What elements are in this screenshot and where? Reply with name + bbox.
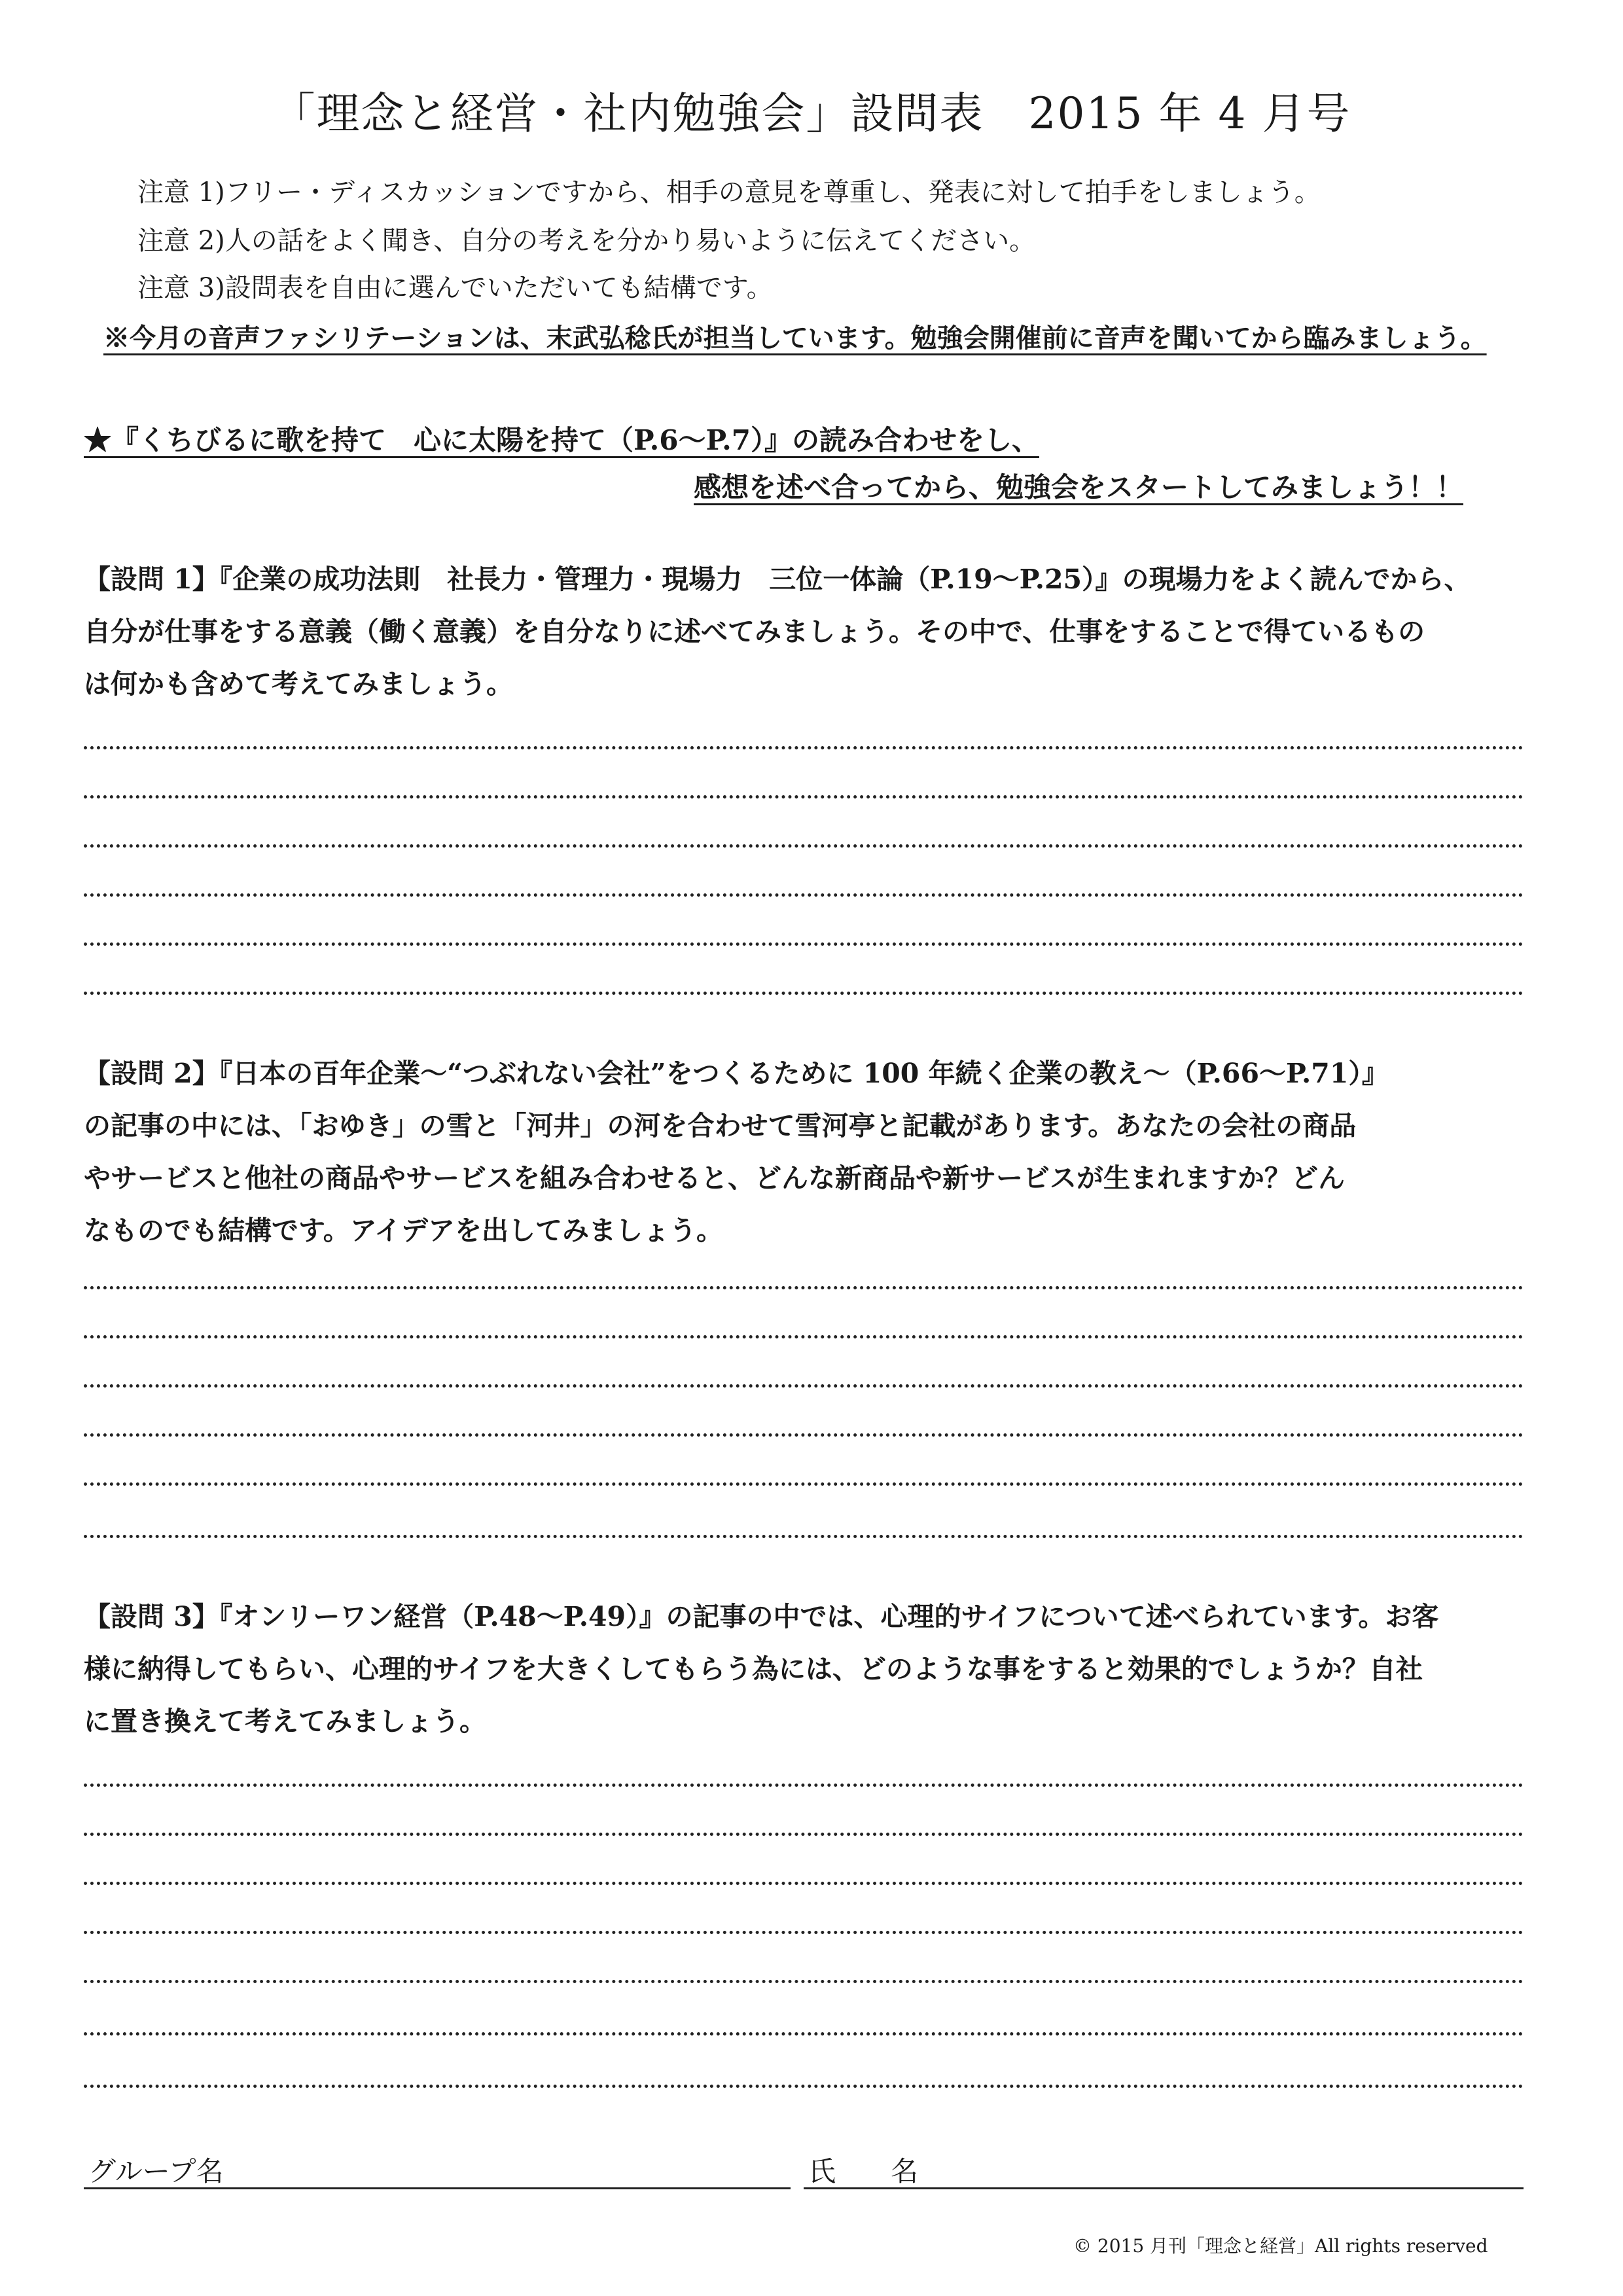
note-2: 注意 2)人の話をよく聞き、自分の考えを分かり易いように伝えてください。 — [137, 226, 1036, 256]
question-3 — [84, 1590, 1524, 1748]
answer-line[interactable] — [84, 1784, 1524, 1787]
answer-line[interactable] — [84, 844, 1524, 848]
group-name-field[interactable] — [84, 2187, 791, 2189]
answer-line[interactable] — [84, 746, 1524, 749]
page-title: 「理念と経営・社内勉強会」設問表 2015 年 4 月号 — [272, 88, 1351, 139]
question-3-line: 【設問 3】『オンリーワン経営（P.48～P.49）』の記事の中では、心理的サイフについて述べられています。お客 — [84, 1601, 1439, 1632]
answer-line[interactable] — [84, 1482, 1524, 1486]
question-1 — [84, 553, 1524, 710]
answer-line[interactable] — [84, 1286, 1524, 1289]
answer-line[interactable] — [84, 1980, 1524, 1983]
question-2-line: の記事の中には、「おゆき」の雪と「河井」の河を合わせて雪河亭と記載があります。あなたの会社の商品 — [84, 1110, 1357, 1141]
note-3: 注意 3)設問表を自由に選んでいただいても結構です。 — [137, 273, 773, 303]
name-field[interactable] — [804, 2187, 1524, 2189]
answer-line[interactable] — [84, 1931, 1524, 1934]
note-1: 注意 1)フリー・ディスカッションですから、相手の意見を尊重し、発表に対して拍手をしましょう。 — [137, 177, 1321, 207]
answer-line[interactable] — [84, 2085, 1524, 2088]
question-2-line: なものでも結構です。アイデアを出してみましょう。 — [84, 1215, 724, 1246]
copyright: © 2015 月刊「理念と経営」All rights reserved — [1073, 2235, 1488, 2257]
answer-line[interactable] — [84, 1384, 1524, 1388]
answer-line[interactable] — [84, 1335, 1524, 1338]
question-2-line: やサービスと他社の商品やサービスを組み合わせると、どんな新商品や新サービスが生まれますか？どん — [84, 1162, 1345, 1194]
group-name-label: グループ名 — [88, 2155, 224, 2187]
question-2 — [84, 1047, 1524, 1257]
answer-line[interactable] — [84, 992, 1524, 995]
answer-line[interactable] — [84, 893, 1524, 897]
intro-line-2: 感想を述べ合ってから、勉強会をスタートしてみましょう！！ — [694, 471, 1464, 503]
answer-line[interactable] — [84, 1833, 1524, 1836]
question-3-line: に置き換えて考えてみましょう。 — [84, 1706, 486, 1737]
facilitation-note: ※今月の音声ファシリテーションは、末武弘稔氏が担当しています。勉強会開催前に音声を聞いてから臨みましょう。 — [103, 323, 1487, 353]
answer-line[interactable] — [84, 1882, 1524, 1885]
question-3-line: 様に納得してもらい、心理的サイフを大きくしてもらう為には、どのような事をすると効果的でしょうか？自社 — [84, 1653, 1423, 1685]
name-label: 氏 名 — [808, 2155, 919, 2187]
answer-line[interactable] — [84, 1535, 1524, 1538]
question-2-line: 【設問 2】『日本の百年企業～“つぶれない会社”をつくるために 100 年続く企業の教え～（P.66～P.71）』 — [84, 1058, 1389, 1089]
question-1-line: 自分が仕事をする意義（働く意義）を自分なりに述べてみましょう。その中で、仕事をすることで得ているもの — [84, 616, 1425, 647]
answer-line[interactable] — [84, 795, 1524, 798]
answer-line[interactable] — [84, 1433, 1524, 1437]
intro-line-1: ★『くちびるに歌を持て 心に太陽を持て（P.6～P.7）』の読み合わせをし、 — [84, 424, 1039, 456]
question-1-line: 【設問 1】『企業の成功法則 社長力・管理力・現場力 三位一体論（P.19～P.25）』の現場力をよく読んでから、 — [84, 564, 1471, 595]
answer-line[interactable] — [84, 2032, 1524, 2036]
answer-line[interactable] — [84, 942, 1524, 946]
question-1-line: は何かも含めて考えてみましょう。 — [84, 668, 513, 700]
